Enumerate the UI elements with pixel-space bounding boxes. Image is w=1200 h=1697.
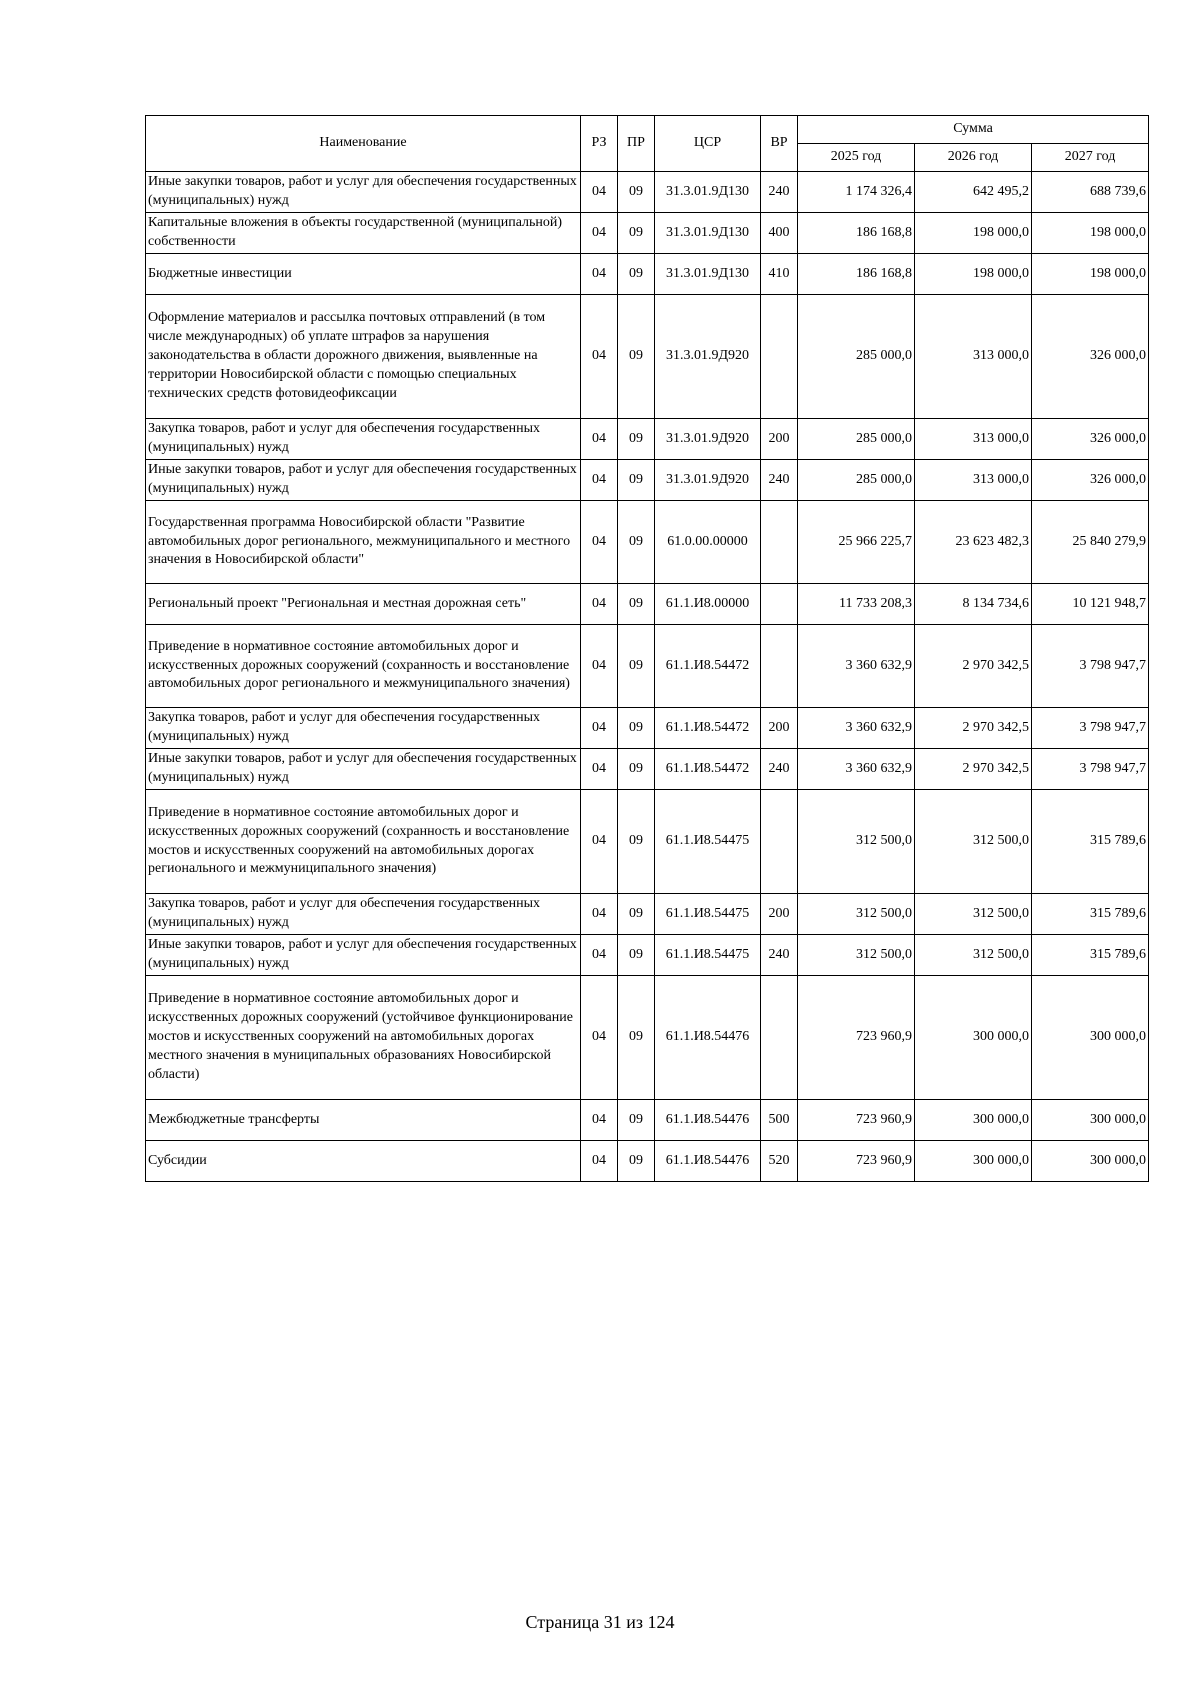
row-amount-2026: 312 500,0 bbox=[915, 935, 1032, 976]
row-amount-2025: 186 168,8 bbox=[798, 254, 915, 295]
row-name: Приведение в нормативное состояние автомобильных дорог и искусственных дорожных сооружений (сохранность и восстановление мостов и искусственных сооружений на автомобильных дорогах регионального и межмуниципального значения) bbox=[146, 790, 581, 894]
row-rz: 04 bbox=[581, 460, 618, 501]
row-csr: 61.1.И8.54472 bbox=[655, 708, 761, 749]
row-amount-2025: 723 960,9 bbox=[798, 1100, 915, 1141]
table-row bbox=[146, 584, 1149, 625]
row-amount-2025: 285 000,0 bbox=[798, 295, 915, 419]
row-csr: 31.3.01.9Д920 bbox=[655, 460, 761, 501]
row-name: Приведение в нормативное состояние автомобильных дорог и искусственных дорожных сооружений (сохранность и восстановление автомобильных дорог регионального и межмуниципального значения) bbox=[146, 625, 581, 708]
row-csr: 31.3.01.9Д920 bbox=[655, 295, 761, 419]
row-amount-2025: 285 000,0 bbox=[798, 460, 915, 501]
row-name: Закупка товаров, работ и услуг для обеспечения государственных (муниципальных) нужд bbox=[146, 708, 581, 749]
row-pr: 09 bbox=[618, 584, 655, 625]
row-name: Закупка товаров, работ и услуг для обеспечения государственных (муниципальных) нужд bbox=[146, 894, 581, 935]
table-row bbox=[146, 749, 1149, 790]
row-csr: 61.1.И8.54476 bbox=[655, 1100, 761, 1141]
row-csr: 61.1.И8.54475 bbox=[655, 790, 761, 894]
row-name: Закупка товаров, работ и услуг для обеспечения государственных (муниципальных) нужд bbox=[146, 419, 581, 460]
row-pr: 09 bbox=[618, 935, 655, 976]
row-pr: 09 bbox=[618, 419, 655, 460]
row-amount-2025: 312 500,0 bbox=[798, 935, 915, 976]
row-rz: 04 bbox=[581, 625, 618, 708]
row-amount-2027: 198 000,0 bbox=[1032, 254, 1149, 295]
row-amount-2026: 198 000,0 bbox=[915, 213, 1032, 254]
row-amount-2025: 723 960,9 bbox=[798, 1141, 915, 1182]
row-csr: 61.1.И8.54476 bbox=[655, 1141, 761, 1182]
row-rz: 04 bbox=[581, 584, 618, 625]
row-amount-2026: 8 134 734,6 bbox=[915, 584, 1032, 625]
row-csr: 31.3.01.9Д920 bbox=[655, 419, 761, 460]
row-amount-2026: 198 000,0 bbox=[915, 254, 1032, 295]
row-vr: 410 bbox=[761, 254, 798, 295]
row-rz: 04 bbox=[581, 790, 618, 894]
row-name: Межбюджетные трансферты bbox=[146, 1100, 581, 1141]
row-rz: 04 bbox=[581, 172, 618, 213]
table-row bbox=[146, 1100, 1149, 1141]
row-pr: 09 bbox=[618, 894, 655, 935]
row-pr: 09 bbox=[618, 790, 655, 894]
row-name: Субсидии bbox=[146, 1141, 581, 1182]
table-row bbox=[146, 976, 1149, 1100]
row-amount-2027: 300 000,0 bbox=[1032, 1141, 1149, 1182]
row-amount-2026: 312 500,0 bbox=[915, 894, 1032, 935]
table-row bbox=[146, 295, 1149, 419]
row-pr: 09 bbox=[618, 460, 655, 501]
row-amount-2027: 3 798 947,7 bbox=[1032, 708, 1149, 749]
row-name: Приведение в нормативное состояние автомобильных дорог и искусственных дорожных сооружений (устойчивое функционирование мостов и искусственных сооружений на автомобильных дорогах местного значения в муниципальных образованиях Новосибирской области) bbox=[146, 976, 581, 1100]
row-pr: 09 bbox=[618, 254, 655, 295]
row-amount-2025: 3 360 632,9 bbox=[798, 708, 915, 749]
row-pr: 09 bbox=[618, 213, 655, 254]
row-vr bbox=[761, 501, 798, 584]
row-csr: 61.1.И8.54472 bbox=[655, 625, 761, 708]
row-pr: 09 bbox=[618, 172, 655, 213]
row-amount-2027: 300 000,0 bbox=[1032, 1100, 1149, 1141]
row-amount-2027: 326 000,0 bbox=[1032, 295, 1149, 419]
row-pr: 09 bbox=[618, 1141, 655, 1182]
row-rz: 04 bbox=[581, 935, 618, 976]
row-amount-2026: 642 495,2 bbox=[915, 172, 1032, 213]
row-rz: 04 bbox=[581, 1100, 618, 1141]
row-rz: 04 bbox=[581, 419, 618, 460]
row-rz: 04 bbox=[581, 254, 618, 295]
table-row bbox=[146, 790, 1149, 894]
row-vr: 400 bbox=[761, 213, 798, 254]
row-csr: 31.3.01.9Д130 bbox=[655, 213, 761, 254]
row-rz: 04 bbox=[581, 501, 618, 584]
table-body bbox=[146, 172, 1149, 1182]
row-rz: 04 bbox=[581, 1141, 618, 1182]
row-amount-2025: 285 000,0 bbox=[798, 419, 915, 460]
row-amount-2027: 3 798 947,7 bbox=[1032, 749, 1149, 790]
row-name: Региональный проект "Региональная и местная дорожная сеть" bbox=[146, 584, 581, 625]
row-pr: 09 bbox=[618, 625, 655, 708]
row-csr: 61.1.И8.54472 bbox=[655, 749, 761, 790]
row-amount-2026: 313 000,0 bbox=[915, 460, 1032, 501]
budget-table bbox=[145, 115, 1149, 1182]
row-rz: 04 bbox=[581, 894, 618, 935]
row-csr: 31.3.01.9Д130 bbox=[655, 254, 761, 295]
row-amount-2026: 313 000,0 bbox=[915, 295, 1032, 419]
row-amount-2027: 10 121 948,7 bbox=[1032, 584, 1149, 625]
row-name: Иные закупки товаров, работ и услуг для обеспечения государственных (муниципальных) нужд bbox=[146, 749, 581, 790]
row-name: Капитальные вложения в объекты государственной (муниципальной) собственности bbox=[146, 213, 581, 254]
header-year-2026: 2026 год bbox=[915, 144, 1032, 172]
header-vr: ВР bbox=[761, 116, 798, 172]
header-year-2025: 2025 год bbox=[798, 144, 915, 172]
row-rz: 04 bbox=[581, 295, 618, 419]
row-amount-2027: 315 789,6 bbox=[1032, 935, 1149, 976]
row-vr: 240 bbox=[761, 749, 798, 790]
row-name: Оформление материалов и рассылка почтовых отправлений (в том числе международных) об уплате штрафов за нарушения законодательства в области дорожного движения, выявленные на территории Новосибирской области с помощью специальных технических средств фотовидеофиксации bbox=[146, 295, 581, 419]
row-amount-2026: 2 970 342,5 bbox=[915, 625, 1032, 708]
row-vr: 240 bbox=[761, 935, 798, 976]
row-pr: 09 bbox=[618, 1100, 655, 1141]
row-amount-2026: 313 000,0 bbox=[915, 419, 1032, 460]
row-name: Бюджетные инвестиции bbox=[146, 254, 581, 295]
row-amount-2026: 300 000,0 bbox=[915, 1141, 1032, 1182]
header-name: Наименование bbox=[146, 116, 581, 172]
row-amount-2025: 3 360 632,9 bbox=[798, 749, 915, 790]
header-rz: РЗ bbox=[581, 116, 618, 172]
table-row bbox=[146, 419, 1149, 460]
row-amount-2027: 198 000,0 bbox=[1032, 213, 1149, 254]
header-year-2027: 2027 год bbox=[1032, 144, 1149, 172]
row-vr: 200 bbox=[761, 708, 798, 749]
row-pr: 09 bbox=[618, 295, 655, 419]
row-vr: 500 bbox=[761, 1100, 798, 1141]
row-amount-2025: 25 966 225,7 bbox=[798, 501, 915, 584]
row-pr: 09 bbox=[618, 708, 655, 749]
row-amount-2026: 312 500,0 bbox=[915, 790, 1032, 894]
table-row bbox=[146, 501, 1149, 584]
row-amount-2025: 312 500,0 bbox=[798, 894, 915, 935]
row-vr bbox=[761, 295, 798, 419]
table-row bbox=[146, 894, 1149, 935]
row-amount-2025: 3 360 632,9 bbox=[798, 625, 915, 708]
header-sum: Сумма bbox=[798, 116, 1149, 144]
row-amount-2025: 11 733 208,3 bbox=[798, 584, 915, 625]
table-row bbox=[146, 708, 1149, 749]
row-vr bbox=[761, 625, 798, 708]
row-vr: 200 bbox=[761, 419, 798, 460]
header-pr: ПР bbox=[618, 116, 655, 172]
row-name: Государственная программа Новосибирской области "Развитие автомобильных дорог регионального, межмуниципального и местного значения в Новосибирской области" bbox=[146, 501, 581, 584]
row-vr: 200 bbox=[761, 894, 798, 935]
row-amount-2027: 326 000,0 bbox=[1032, 460, 1149, 501]
table-row bbox=[146, 625, 1149, 708]
row-csr: 61.1.И8.54476 bbox=[655, 976, 761, 1100]
table-row bbox=[146, 172, 1149, 213]
row-pr: 09 bbox=[618, 976, 655, 1100]
row-name: Иные закупки товаров, работ и услуг для обеспечения государственных (муниципальных) нужд bbox=[146, 172, 581, 213]
row-vr bbox=[761, 790, 798, 894]
row-vr: 240 bbox=[761, 460, 798, 501]
row-csr: 61.1.И8.54475 bbox=[655, 894, 761, 935]
row-amount-2025: 186 168,8 bbox=[798, 213, 915, 254]
table-row bbox=[146, 460, 1149, 501]
row-vr bbox=[761, 976, 798, 1100]
row-csr: 61.1.И8.54475 bbox=[655, 935, 761, 976]
row-amount-2027: 315 789,6 bbox=[1032, 790, 1149, 894]
table-row bbox=[146, 1141, 1149, 1182]
page-number: Страница 31 из 124 bbox=[525, 1612, 675, 1632]
row-amount-2025: 723 960,9 bbox=[798, 976, 915, 1100]
row-amount-2026: 300 000,0 bbox=[915, 1100, 1032, 1141]
row-rz: 04 bbox=[581, 976, 618, 1100]
row-rz: 04 bbox=[581, 213, 618, 254]
row-amount-2025: 1 174 326,4 bbox=[798, 172, 915, 213]
row-pr: 09 bbox=[618, 749, 655, 790]
row-csr: 61.1.И8.00000 bbox=[655, 584, 761, 625]
header-csr: ЦСР bbox=[655, 116, 761, 172]
row-csr: 31.3.01.9Д130 bbox=[655, 172, 761, 213]
row-name: Иные закупки товаров, работ и услуг для обеспечения государственных (муниципальных) нужд bbox=[146, 935, 581, 976]
row-amount-2026: 23 623 482,3 bbox=[915, 501, 1032, 584]
row-amount-2027: 326 000,0 bbox=[1032, 419, 1149, 460]
row-rz: 04 bbox=[581, 749, 618, 790]
row-amount-2027: 300 000,0 bbox=[1032, 976, 1149, 1100]
row-vr bbox=[761, 584, 798, 625]
row-vr: 240 bbox=[761, 172, 798, 213]
row-amount-2027: 688 739,6 bbox=[1032, 172, 1149, 213]
row-amount-2025: 312 500,0 bbox=[798, 790, 915, 894]
table-header bbox=[146, 116, 1149, 172]
table-row bbox=[146, 213, 1149, 254]
row-rz: 04 bbox=[581, 708, 618, 749]
row-pr: 09 bbox=[618, 501, 655, 584]
row-amount-2027: 25 840 279,9 bbox=[1032, 501, 1149, 584]
row-name: Иные закупки товаров, работ и услуг для обеспечения государственных (муниципальных) нужд bbox=[146, 460, 581, 501]
row-amount-2026: 300 000,0 bbox=[915, 976, 1032, 1100]
row-amount-2026: 2 970 342,5 bbox=[915, 708, 1032, 749]
table-row bbox=[146, 935, 1149, 976]
table-row bbox=[146, 254, 1149, 295]
row-vr: 520 bbox=[761, 1141, 798, 1182]
row-amount-2026: 2 970 342,5 bbox=[915, 749, 1032, 790]
row-amount-2027: 315 789,6 bbox=[1032, 894, 1149, 935]
row-amount-2027: 3 798 947,7 bbox=[1032, 625, 1149, 708]
row-csr: 61.0.00.00000 bbox=[655, 501, 761, 584]
